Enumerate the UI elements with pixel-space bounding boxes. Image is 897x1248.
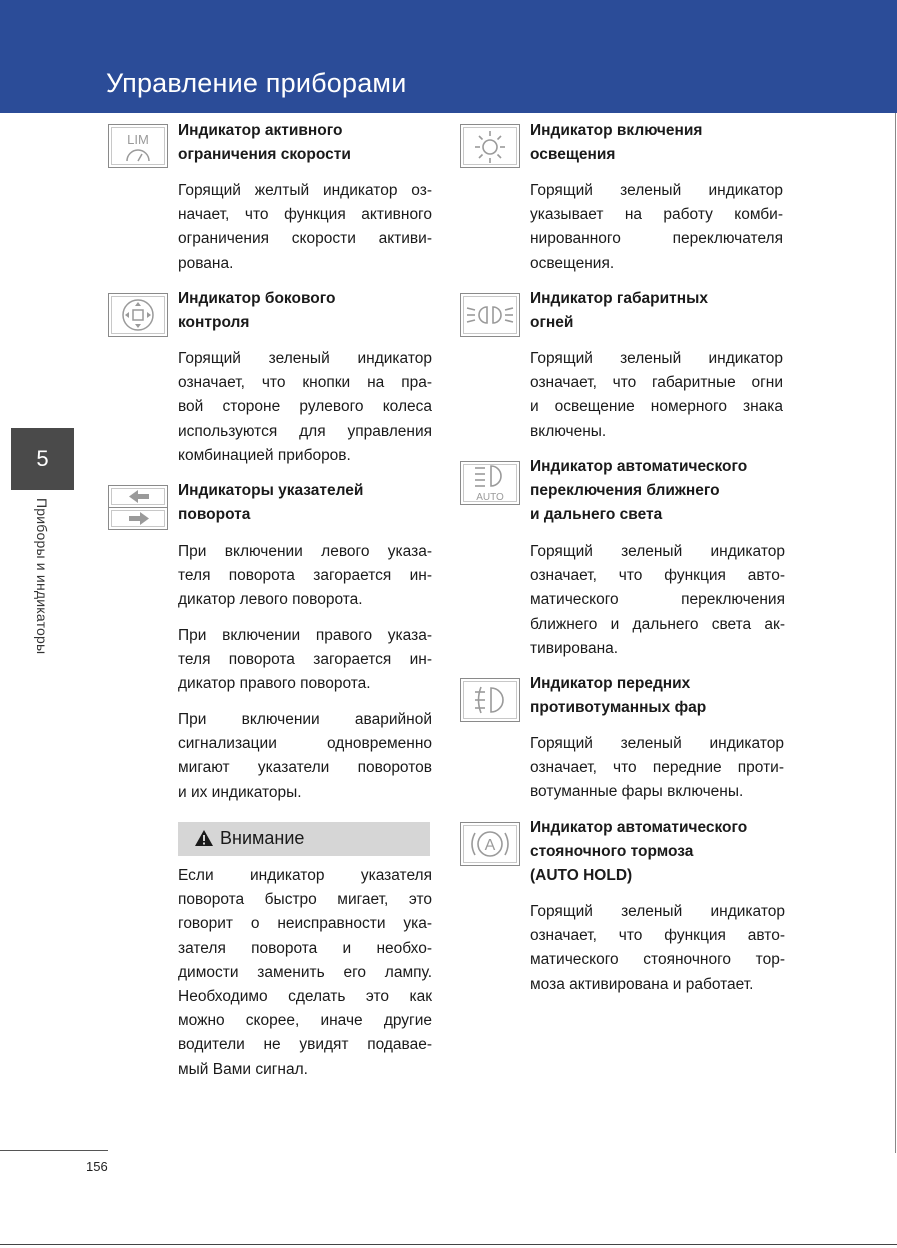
lighting-on-icon <box>460 124 520 168</box>
auto-hold-letter: A <box>484 837 496 854</box>
title-line: и дальнего света <box>530 506 663 523</box>
text-line: нированного переключателя <box>530 230 783 248</box>
text-line: мый Вами сигнал. <box>178 1060 308 1078</box>
item-text-auto-hold <box>530 900 785 997</box>
page-bottom-rule <box>0 1244 897 1245</box>
side-control-icon <box>108 293 168 337</box>
title-line: Индикатор активного <box>178 122 343 139</box>
title-line: Индикатор передних <box>530 675 691 692</box>
text-line: включены. <box>530 422 607 440</box>
title-line: Индикатор бокового <box>178 290 336 307</box>
text-line: При включении правого указа- <box>178 627 432 644</box>
text-line: моза активирована и работает. <box>530 975 754 993</box>
item-text-turn-signals-1 <box>178 540 432 613</box>
item-text-position-lights <box>530 347 783 444</box>
title-line: ограничения скорости <box>178 146 351 163</box>
text-line: теля поворота загорается ин- <box>178 567 432 585</box>
text-line: водители не увидят подавае- <box>178 1036 432 1054</box>
auto-hold-icon <box>460 822 520 866</box>
auto-high-beam-icon <box>460 461 520 505</box>
turn-left-arrow-icon <box>108 485 168 508</box>
text-line: означает, что функция авто- <box>530 927 785 945</box>
warning-label: Внимание <box>220 828 305 848</box>
title-line: поворота <box>178 506 251 523</box>
turn-right-arrow-icon <box>108 507 168 530</box>
item-text-lighting <box>530 179 783 276</box>
item-title-lighting <box>530 119 702 167</box>
title-line: Индикаторы указателей <box>178 482 364 499</box>
text-line: матического переключения <box>530 591 785 609</box>
chapter-title-vertical: Приборы и индикаторы <box>34 498 50 655</box>
front-fog-lights-icon <box>460 678 520 722</box>
title-line: контроля <box>178 314 250 331</box>
text-line: сигнализации одновременно <box>178 735 432 753</box>
text-line: можно скорее, иначе другие <box>178 1012 432 1030</box>
page-title: Управление приборами <box>106 68 407 98</box>
svg-text:LIM: LIM <box>127 132 149 147</box>
warning-text <box>178 864 432 1082</box>
text-line: дикатор левого поворота. <box>178 591 363 609</box>
text-line: димости заменить его лампу. <box>178 963 432 981</box>
text-line: Горящий зеленый индикатор <box>530 182 783 199</box>
text-line: указывает на работу комби- <box>530 206 783 224</box>
title-line: Индикатор габаритных <box>530 290 708 307</box>
text-line: означает, что кнопки на пра- <box>178 374 432 392</box>
text-line: Горящий зеленый индикатор <box>530 903 785 920</box>
item-title-front-fog <box>530 672 706 720</box>
text-line: и их индикаторы. <box>178 783 302 801</box>
title-line: Индикатор включения <box>530 122 703 139</box>
speed-limiter-icon <box>108 124 168 168</box>
item-text-front-fog <box>530 732 784 805</box>
page-edge-divider <box>895 113 896 1153</box>
text-line: вой стороне рулевого колеса <box>178 398 432 416</box>
title-line: переключения ближнего <box>530 482 720 499</box>
text-line: вотуманные фары включены. <box>530 783 744 801</box>
text-line: Горящий желтый индикатор оз- <box>178 182 432 199</box>
text-line: используются для управления <box>178 422 432 440</box>
page-header <box>0 0 897 113</box>
item-text-speed-limiter <box>178 179 432 276</box>
text-line: означает, что передние проти- <box>530 759 784 777</box>
text-line: рована. <box>178 254 234 272</box>
title-line: стояночного тормоза <box>530 843 694 860</box>
item-title-auto-high-beam <box>530 455 747 527</box>
item-title-position-lights <box>530 287 708 335</box>
text-line: зателя поворота и необхо- <box>178 939 432 957</box>
text-line: говорит о неисправности ука- <box>178 915 432 933</box>
item-title-side-control <box>178 287 335 335</box>
text-line: означает, что функция авто- <box>530 567 785 585</box>
title-line: Индикатор автоматического <box>530 819 748 836</box>
text-line: дикатор правого поворота. <box>178 675 371 693</box>
text-line: ближнего и дальнего света ак- <box>530 615 785 633</box>
item-text-turn-signals-3 <box>178 708 432 805</box>
text-line: Горящий зеленый индикатор <box>530 543 785 560</box>
title-line: освещения <box>530 146 616 163</box>
item-title-turn-signals <box>178 479 363 527</box>
text-line: мигают указатели поворотов <box>178 759 432 777</box>
item-text-auto-high-beam <box>530 540 785 661</box>
warning-header <box>178 822 430 856</box>
chapter-number-tab: 5 <box>11 428 74 490</box>
title-line: противотуманных фар <box>530 699 707 716</box>
title-line: огней <box>530 314 574 331</box>
title-line: (AUTO HOLD) <box>530 867 633 884</box>
text-line: поворота быстро мигает, это <box>178 891 432 909</box>
item-title-speed-limiter <box>178 119 351 167</box>
text-line: ограничения скорости активи- <box>178 230 432 248</box>
text-line: Необходимо сделать это как <box>178 988 432 1006</box>
item-title-auto-hold <box>530 816 747 888</box>
footer-rule <box>0 1150 108 1151</box>
text-line: матического стояночного тор- <box>530 951 785 969</box>
text-line: означает, что габаритные огни <box>530 374 783 392</box>
warning-triangle-icon <box>194 829 214 847</box>
text-line: Горящий зеленый индикатор <box>530 350 783 367</box>
text-line: При включении аварийной <box>178 711 432 728</box>
text-line: тивирована. <box>530 639 619 657</box>
text-line: начает, что функция активного <box>178 206 432 224</box>
auto-label: AUTO <box>476 492 504 503</box>
page-number: 156 <box>86 1159 108 1174</box>
position-lights-icon <box>460 293 520 337</box>
text-line: Если индикатор указателя <box>178 867 432 884</box>
text-line: освещения. <box>530 254 615 272</box>
text-line: комбинацией приборов. <box>178 446 351 464</box>
text-line: теля поворота загорается ин- <box>178 651 432 669</box>
text-line: Горящий зеленый индикатор <box>178 350 432 367</box>
text-line: Горящий зеленый индикатор <box>530 735 784 752</box>
item-text-turn-signals-2 <box>178 624 432 697</box>
text-line: При включении левого указа- <box>178 543 432 560</box>
text-line: и освещение номерного знака <box>530 398 783 416</box>
item-text-side-control <box>178 347 432 468</box>
title-line: Индикатор автоматического <box>530 458 748 475</box>
